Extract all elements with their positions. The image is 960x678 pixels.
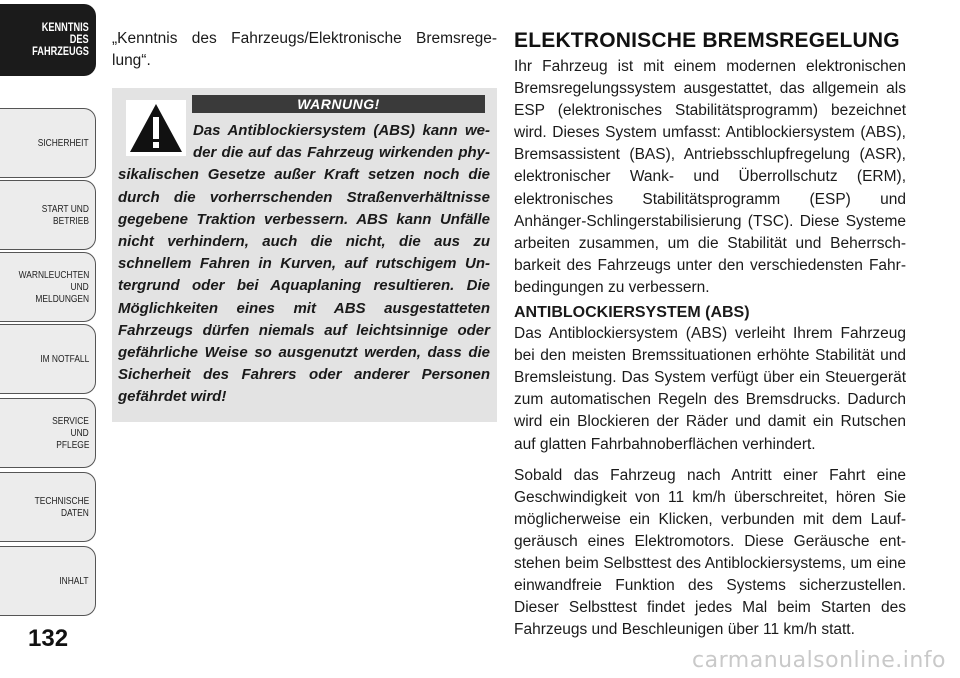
tab-label: INHALT [59, 575, 89, 587]
paragraph-abs: Das Antiblockiersystem (ABS) verleiht Ihrem Fahrzeug bei den meisten Bremssituationen erhöhte Stabilität und Bremsleistung. Das System verfügt über ein Steuergerät zum automatischen Regeln des Bremsdrucks. Dadurch wird ein Blockieren der Räder und damit ein Rutschen auf glatten Fahrbahnoberflächen verhindert. [514, 325, 906, 453]
tab-label: IM NOTFALL [39, 353, 89, 365]
left-column [112, 28, 497, 406]
tab-label: WARNLEUCHTEN [18, 269, 89, 281]
tab-service-und-pflege[interactable] [0, 398, 96, 468]
tab-label: PFLEGE [55, 439, 89, 451]
tab-technische-daten[interactable] [0, 472, 96, 542]
tab-label: UND [70, 281, 89, 293]
tab-label: TECHNISCHE [34, 495, 89, 507]
warning-text: Das Antiblockiersystem (ABS) kann weder die auf das Fahrzeug wirkenden physikalischen Gesetze außer Kraft setzen noch die durch die vorherrschenden Straßenverhältnisse gegebene Traktion verbessern. ABS kann Unfälle nicht verhindern, auch die nicht, die aus zu schnellem Fahren in Kurven, auf rutschigem Untergrund oder bei Aquaplaning resultieren. Die Möglichkeiten eines mit ABS ausgestatteten Fahrzeugs dürfen niemals auf leichtsinnige oder gefährliche Weise so ausgenutzt werden, dass die Sicherheit des Fahrers oder anderer Personen gefährdet wird! [118, 122, 490, 406]
tab-label: BETRIEB [53, 215, 89, 227]
tab-warnleuchten-und-meldungen[interactable] [0, 252, 96, 322]
tab-start-und-betrieb[interactable] [0, 180, 96, 250]
tab-label: SICHERHEIT [38, 137, 89, 149]
paragraph-selftest: Sobald das Fahrzeug nach Antritt einer Fahrt eine Geschwindigkeit von 11 km/h überschreitet, hören Sie möglicherweise ein Klicken, verbunden mit dem Laufgeräusch eines Elektromotors. Diese Geräusche entstehen beim Selbsttest des Antiblockiersystems, um eine einwandfreie Funktion des Systems sicherzustellen. Dieser Selbsttest findet jedes Mal beim Starten des Fahrzeugs und Beschleunigen über 11 km/h statt. [514, 466, 906, 639]
section-heading: ELEKTRONISCHE BREMSREGELUNG [514, 29, 900, 52]
tab-label: SERVICE [52, 415, 89, 427]
tab-label: UND [70, 427, 89, 439]
warning-box [112, 88, 497, 422]
page-number: 132 [28, 625, 69, 652]
tab-label: START UND [41, 203, 89, 215]
tab-label: FAHRZEUGS [32, 46, 89, 58]
right-column [514, 28, 906, 641]
subsection-heading: ANTIBLOCKIERSYSTEM (ABS) [514, 304, 750, 322]
tab-label: DES [70, 34, 89, 46]
paragraph-intro: Ihr Fahrzeug ist mit einem modernen elektronischen Bremsregelungssystem ausgestattet, das allgemein als ESP (elektronisches Stabilitätsprogramm) bezeichnet wird. Dieses System umfasst: Antiblockiersystem (ABS), Bremsassistent (BAS), Antriebsschlupfregelung (ASR), elektronischer Wank- und Überrollschutz (ERM), elektronisches Stabilitätsprogramm (ESP) und Anhänger-Schlingerstabilisierung (TSC). Diese Systeme arbeiten zusammen, um die Stabilität und Beherrschbarkeit des Fahrzeugs unter den verschiedensten Fahrbedingungen zu verbessern. [514, 58, 906, 296]
tab-sicherheit[interactable] [0, 108, 96, 178]
tab-label: DATEN [61, 507, 89, 519]
intro-text: „Kenntnis des Fahrzeugs/Elektronische Bremsregelung“. [112, 30, 497, 69]
tab-im-notfall[interactable] [0, 324, 96, 394]
warning-header: WARNUNG! [192, 95, 485, 113]
watermark: carmanualsonline.info [692, 648, 946, 673]
tab-inhalt[interactable] [0, 546, 96, 616]
tab-kenntnis-des-fahrzeugs[interactable] [0, 4, 96, 76]
tab-label: KENNTNIS [41, 22, 89, 34]
tab-label: MELDUNGEN [35, 293, 89, 305]
